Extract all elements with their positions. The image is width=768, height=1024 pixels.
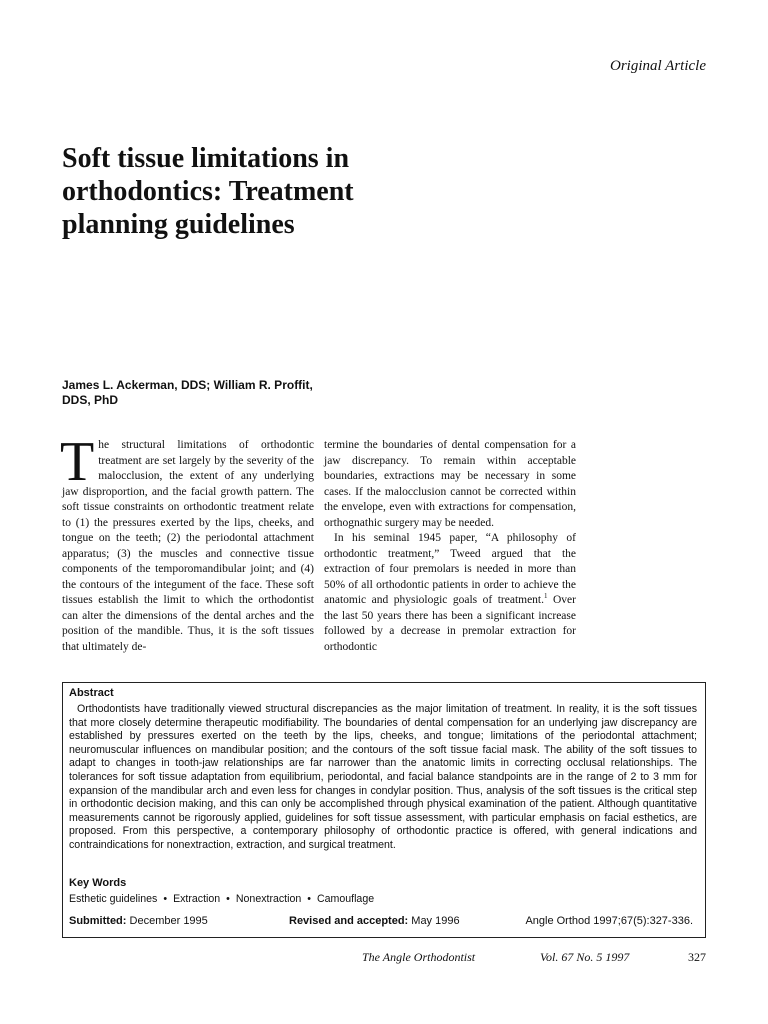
abstract-heading: Abstract: [69, 687, 114, 699]
article-type-label: Original Article: [610, 58, 706, 74]
body-column-left: [60, 431, 314, 655]
drop-cap: T: [60, 431, 95, 493]
keyword: Camouflage: [316, 893, 375, 905]
intro-paragraph: [60, 431, 314, 655]
keyword-separator: •: [226, 893, 230, 905]
intro-text: he structural limitations of orthodontic treatment are set largely by the severity of the malocclusion, the extent of any underlying jaw disproportion, and the facial growth pattern. The soft tissue constraints on orthodontic treatment relate to (1) the pressures exerted by the lips, cheeks, and tongue on the teeth; (2) the periodontal attachment apparatus; (3) the muscles and connective tissue components of the temporomandibular joint; and (4) the contours of the integument of the face. These soft tissues establish the limit to which the orthodontist can alter the dimensions of the dental arches and the position of the mandible. Thus, it is the soft tissues that ultimately de-: [62, 439, 314, 653]
paragraph-tweed-text: In his seminal 1945 paper, “A philosophy of orthodontic treatment,” Tweed argued that the extraction of four premolars is needed in more than 50% of all orthodontic patients in order to achieve the anatomic and physiologic goals of treatment.: [324, 532, 576, 606]
keyword: Nonextraction: [235, 893, 302, 905]
paragraph-tweed-text-cont: Over the last 50 years there has been a significant increase followed by a decrease in premolar extraction for orthodontic: [324, 594, 576, 653]
keyword: Extraction: [173, 893, 221, 905]
keywords-list: [69, 893, 374, 905]
submitted-date: [69, 915, 208, 927]
keywords-heading: Key Words: [69, 877, 127, 889]
paragraph-continued: termine the boundaries of dental compensation for a jaw discrepancy. To remain within acceptable boundaries, extractions may be necessary in some cases. If the malocclusion cannot be corrected within the envelope, even with extractions for compensation, orthognathic surgery may be needed.: [324, 439, 576, 529]
keyword-separator: •: [163, 893, 168, 905]
paragraph-tweed: [324, 531, 576, 655]
journal-citation: Angle Orthod 1997;67(5):327-336.: [525, 915, 693, 927]
body-column-right: [324, 438, 576, 655]
citation-superscript: 1: [544, 592, 548, 601]
authors: James L. Ackerman, DDS; William R. Proffit, DDS, PhD: [62, 378, 313, 407]
revised-value: May 1996: [411, 915, 460, 927]
volume-info: Vol. 67 No. 5 1997: [540, 950, 630, 964]
submitted-label: Submitted:: [69, 915, 127, 927]
abstract-text: Orthodontists have traditionally viewed structural discrepancies as the major limitation of treatment. In reality, it is the soft tissues that more closely determine therapeutic modifiability. The boundaries of dental compensation for an underlying jaw discrepancy are established by pressures exerted on the teeth by the lips, cheeks, and tongue; limitations of the periodontal attachment; neuromuscular influences on mandibular position; and the contours of the soft tissue facial mask. The ability of the soft tissues to adapt to changes in tooth-jaw relationships are far narrower than the anatomic limits in correcting occlusal relationships. The tolerances for soft tissue adaptation from equilibrium, periodontal, and facial balance standpoints are in the range of 2 to 3 mm for expansion of the mandibular arch and even less for changes in condylar position. Thus, analysis of the soft tissues is the critical step in orthodontic decision making, and this can only be accomplished through physical examination of the patient. Although quantitative measurements cannot be rigorously applied, guidelines for soft tissue assessment, with particular emphasis on facial esthetics, are proposed. From this perspective, a contemporary philosophy of orthodontic practice is offered, with general indications and contraindications for nonextraction, extraction, and surgical treatment.: [69, 703, 697, 851]
revised-label: Revised and accepted:: [289, 915, 409, 927]
revised-date: [289, 915, 460, 927]
page-number: 327: [688, 950, 706, 964]
journal-name: The Angle Orthodontist: [362, 950, 476, 964]
article-title: Soft tissue limitations in orthodontics: Treatment planning guidelines: [62, 143, 354, 240]
keyword: Esthetic guidelines: [69, 893, 158, 905]
abstract-box: [62, 682, 706, 938]
keyword-separator: •: [307, 893, 311, 905]
submitted-value: December 1995: [129, 915, 208, 927]
